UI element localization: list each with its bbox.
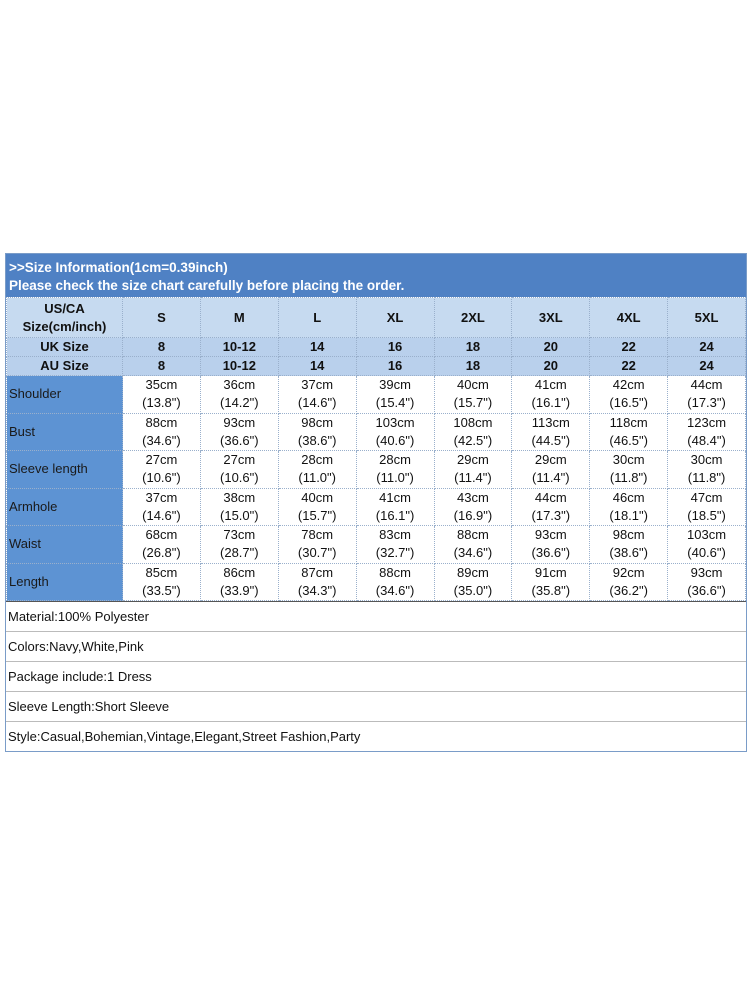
cm-value: 40cm — [457, 377, 489, 393]
uk-size-value: 24 — [668, 338, 746, 357]
inch-value: (26.8") — [142, 545, 181, 561]
au-size-value: 8 — [123, 357, 201, 376]
header-label-cell — [7, 298, 123, 338]
uk-size-value: 18 — [434, 338, 512, 357]
inch-value: (14.2") — [220, 395, 259, 411]
size-table — [6, 297, 746, 601]
uk-size-value: 14 — [278, 338, 356, 357]
measurement-cell — [200, 451, 278, 489]
cm-value: 118cm — [609, 414, 648, 430]
uk-size-label: UK Size — [7, 338, 123, 357]
inch-value: (34.6") — [142, 432, 181, 448]
measurement-cell — [200, 488, 278, 526]
measurement-cell — [356, 526, 434, 564]
cm-value: 93cm — [690, 564, 723, 580]
cm-value: 41cm — [379, 489, 411, 505]
inch-value: (46.5") — [609, 432, 648, 448]
measurement-cell — [356, 376, 434, 414]
measurement-cell — [123, 451, 201, 489]
measurement-label: Bust — [7, 413, 123, 451]
inch-value: (11.8") — [687, 470, 726, 486]
inch-value: (16.1") — [375, 507, 415, 523]
measurement-cell — [123, 488, 201, 526]
inch-value: (11.4") — [532, 470, 570, 486]
measurement-cell — [278, 526, 356, 564]
cm-value: 93cm — [223, 414, 256, 430]
inch-value: (42.5") — [453, 432, 493, 448]
size-header-row — [7, 298, 746, 338]
inch-value: (15.7") — [297, 507, 337, 523]
inch-value: (36.6") — [687, 582, 726, 598]
uk-size-value: 10-12 — [200, 338, 278, 357]
measurement-cell — [434, 563, 512, 601]
inch-value: (14.6") — [142, 507, 181, 523]
measurement-cell — [590, 451, 668, 489]
table-row — [7, 376, 746, 414]
measurement-cell — [356, 451, 434, 489]
inch-value: (38.6") — [609, 545, 648, 561]
cm-value: 39cm — [379, 377, 411, 393]
header-label-line: Size(cm/inch) — [22, 318, 107, 334]
inch-value: (17.3") — [531, 507, 571, 523]
uk-size-value: 22 — [590, 338, 668, 357]
inch-value: (18.1") — [609, 507, 648, 523]
inch-value: (11.8") — [609, 470, 648, 486]
cm-value: 86cm — [223, 564, 256, 580]
inch-value: (30.7") — [297, 545, 337, 561]
cm-value: 46cm — [612, 489, 645, 505]
inch-value: (16.1") — [531, 395, 571, 411]
measurement-cell — [668, 526, 746, 564]
measurement-cell — [123, 376, 201, 414]
cm-value: 44cm — [534, 489, 567, 505]
cm-value: 27cm — [145, 452, 178, 468]
cm-value: 85cm — [145, 564, 178, 580]
inch-value: (34.6") — [453, 545, 493, 561]
inch-value: (11.4") — [454, 470, 492, 486]
cm-value: 38cm — [223, 489, 256, 505]
measurement-cell — [590, 563, 668, 601]
cm-value: 43cm — [457, 489, 489, 505]
inch-value: (10.6") — [220, 470, 259, 486]
cm-value: 88cm — [457, 527, 489, 543]
size-chart-title — [6, 254, 746, 297]
size-header: 2XL — [434, 298, 512, 338]
table-row — [7, 563, 746, 601]
measurement-cell — [200, 563, 278, 601]
inch-value: (14.6") — [297, 395, 337, 411]
cm-value: 123cm — [687, 414, 727, 430]
measurement-cell — [668, 413, 746, 451]
au-size-value: 14 — [278, 357, 356, 376]
au-size-value: 10-12 — [200, 357, 278, 376]
measurement-cell — [590, 488, 668, 526]
cm-value: 88cm — [379, 564, 411, 580]
size-chart — [5, 253, 747, 752]
cm-value: 93cm — [534, 527, 567, 543]
cm-value: 36cm — [223, 377, 256, 393]
measurement-cell — [590, 413, 668, 451]
measurement-cell — [434, 488, 512, 526]
au-size-value: 18 — [434, 357, 512, 376]
measurement-cell — [512, 488, 590, 526]
inch-value: (35.8") — [531, 582, 571, 598]
measurement-cell — [590, 526, 668, 564]
cm-value: 68cm — [145, 527, 178, 543]
measurement-cell — [200, 526, 278, 564]
inch-value: (11.0") — [298, 470, 336, 486]
inch-value: (44.5") — [531, 432, 571, 448]
measurement-label: Length — [7, 563, 123, 601]
inch-value: (40.6") — [375, 432, 415, 448]
cm-value: 83cm — [379, 527, 411, 543]
cm-value: 78cm — [301, 527, 334, 543]
cm-value: 92cm — [612, 564, 645, 580]
detail-row: Package include:1 Dress — [6, 662, 746, 692]
au-size-label: AU Size — [7, 357, 123, 376]
cm-value: 73cm — [223, 527, 256, 543]
measurement-cell — [434, 526, 512, 564]
au-size-row — [7, 357, 746, 376]
inch-value: (32.7") — [375, 545, 415, 561]
inch-value: (16.9") — [453, 507, 493, 523]
size-header: L — [278, 298, 356, 338]
cm-value: 113cm — [531, 414, 570, 430]
measurement-cell — [123, 563, 201, 601]
measurement-cell — [512, 526, 590, 564]
measurement-cell — [434, 376, 512, 414]
measurement-cell — [668, 563, 746, 601]
measurement-label: Armhole — [7, 488, 123, 526]
uk-size-row — [7, 338, 746, 357]
detail-row: Sleeve Length:Short Sleeve — [6, 692, 746, 722]
inch-value: (18.5") — [687, 507, 726, 523]
size-header: S — [123, 298, 201, 338]
cm-value: 98cm — [612, 527, 645, 543]
cm-value: 98cm — [301, 414, 334, 430]
measurement-label: Waist — [7, 526, 123, 564]
table-row — [7, 413, 746, 451]
title-line-2: Please check the size chart carefully before placing the order. — [9, 278, 405, 293]
cm-value: 108cm — [453, 414, 493, 430]
inch-value: (38.6") — [297, 432, 337, 448]
measurement-label: Sleeve length — [7, 451, 123, 489]
cm-value: 44cm — [690, 377, 723, 393]
cm-value: 29cm — [457, 452, 489, 468]
measurement-cell — [512, 413, 590, 451]
measurement-cell — [356, 563, 434, 601]
measurement-cell — [278, 376, 356, 414]
measurement-cell — [668, 451, 746, 489]
inch-value: (28.7") — [220, 545, 259, 561]
cm-value: 27cm — [223, 452, 256, 468]
cm-value: 28cm — [379, 452, 411, 468]
cm-value: 47cm — [690, 489, 723, 505]
measurement-label: Shoulder — [7, 376, 123, 414]
size-header: 3XL — [512, 298, 590, 338]
measurement-cell — [668, 376, 746, 414]
inch-value: (16.5") — [609, 395, 648, 411]
measurement-cell — [356, 413, 434, 451]
cm-value: 37cm — [145, 489, 178, 505]
cm-value: 42cm — [612, 377, 645, 393]
measurement-cell — [434, 413, 512, 451]
inch-value: (15.0") — [220, 507, 259, 523]
inch-value: (13.8") — [142, 395, 181, 411]
inch-value: (15.4") — [375, 395, 415, 411]
measurement-cell — [512, 563, 590, 601]
cm-value: 30cm — [612, 452, 645, 468]
product-details — [6, 601, 746, 751]
measurement-cell — [434, 451, 512, 489]
au-size-value: 24 — [668, 357, 746, 376]
cm-value: 89cm — [457, 564, 489, 580]
inch-value: (10.6") — [142, 470, 181, 486]
uk-size-value: 20 — [512, 338, 590, 357]
inch-value: (11.0") — [376, 470, 414, 486]
cm-value: 40cm — [301, 489, 334, 505]
inch-value: (34.3") — [297, 582, 337, 598]
inch-value: (34.6") — [375, 582, 415, 598]
uk-size-value: 8 — [123, 338, 201, 357]
inch-value: (33.5") — [142, 582, 181, 598]
measurement-cell — [512, 451, 590, 489]
measurement-cell — [200, 376, 278, 414]
inch-value: (33.9") — [220, 582, 259, 598]
size-header: 4XL — [590, 298, 668, 338]
au-size-value: 16 — [356, 357, 434, 376]
table-row — [7, 526, 746, 564]
measurement-cell — [356, 488, 434, 526]
table-row — [7, 451, 746, 489]
detail-row: Colors:Navy,White,Pink — [6, 632, 746, 662]
measurement-cell — [200, 413, 278, 451]
title-line-1: >>Size Information(1cm=0.39inch) — [9, 260, 228, 275]
measurement-cell — [278, 563, 356, 601]
cm-value: 41cm — [534, 377, 567, 393]
inch-value: (48.4") — [687, 432, 726, 448]
detail-row: Style:Casual,Bohemian,Vintage,Elegant,Street Fashion,Party — [8, 729, 361, 744]
inch-value: (40.6") — [687, 545, 726, 561]
cm-value: 91cm — [534, 564, 567, 580]
measurement-cell — [278, 451, 356, 489]
measurement-cell — [512, 376, 590, 414]
table-row — [7, 488, 746, 526]
measurement-cell — [590, 376, 668, 414]
cm-value: 30cm — [690, 452, 723, 468]
au-size-value: 20 — [512, 357, 590, 376]
inch-value: (36.6") — [531, 545, 571, 561]
cm-value: 103cm — [375, 414, 415, 430]
cm-value: 35cm — [145, 377, 178, 393]
size-header: 5XL — [668, 298, 746, 338]
cm-value: 87cm — [301, 564, 334, 580]
inch-value: (36.2") — [609, 582, 648, 598]
measurement-cell — [123, 526, 201, 564]
uk-size-value: 16 — [356, 338, 434, 357]
inch-value: (17.3") — [687, 395, 726, 411]
header-label-line: US/CA — [44, 300, 85, 316]
inch-value: (15.7") — [453, 395, 493, 411]
cm-value: 29cm — [534, 452, 567, 468]
measurement-cell — [278, 488, 356, 526]
cm-value: 103cm — [687, 527, 727, 543]
cm-value: 88cm — [145, 414, 178, 430]
size-header: XL — [356, 298, 434, 338]
inch-value: (36.6") — [220, 432, 259, 448]
cm-value: 28cm — [301, 452, 334, 468]
measurement-cell — [668, 488, 746, 526]
cm-value: 37cm — [301, 377, 334, 393]
size-header: M — [200, 298, 278, 338]
measurement-cell — [123, 413, 201, 451]
measurement-cell — [278, 413, 356, 451]
inch-value: (35.0") — [453, 582, 493, 598]
detail-row: Material:100% Polyester — [6, 602, 746, 632]
au-size-value: 22 — [590, 357, 668, 376]
